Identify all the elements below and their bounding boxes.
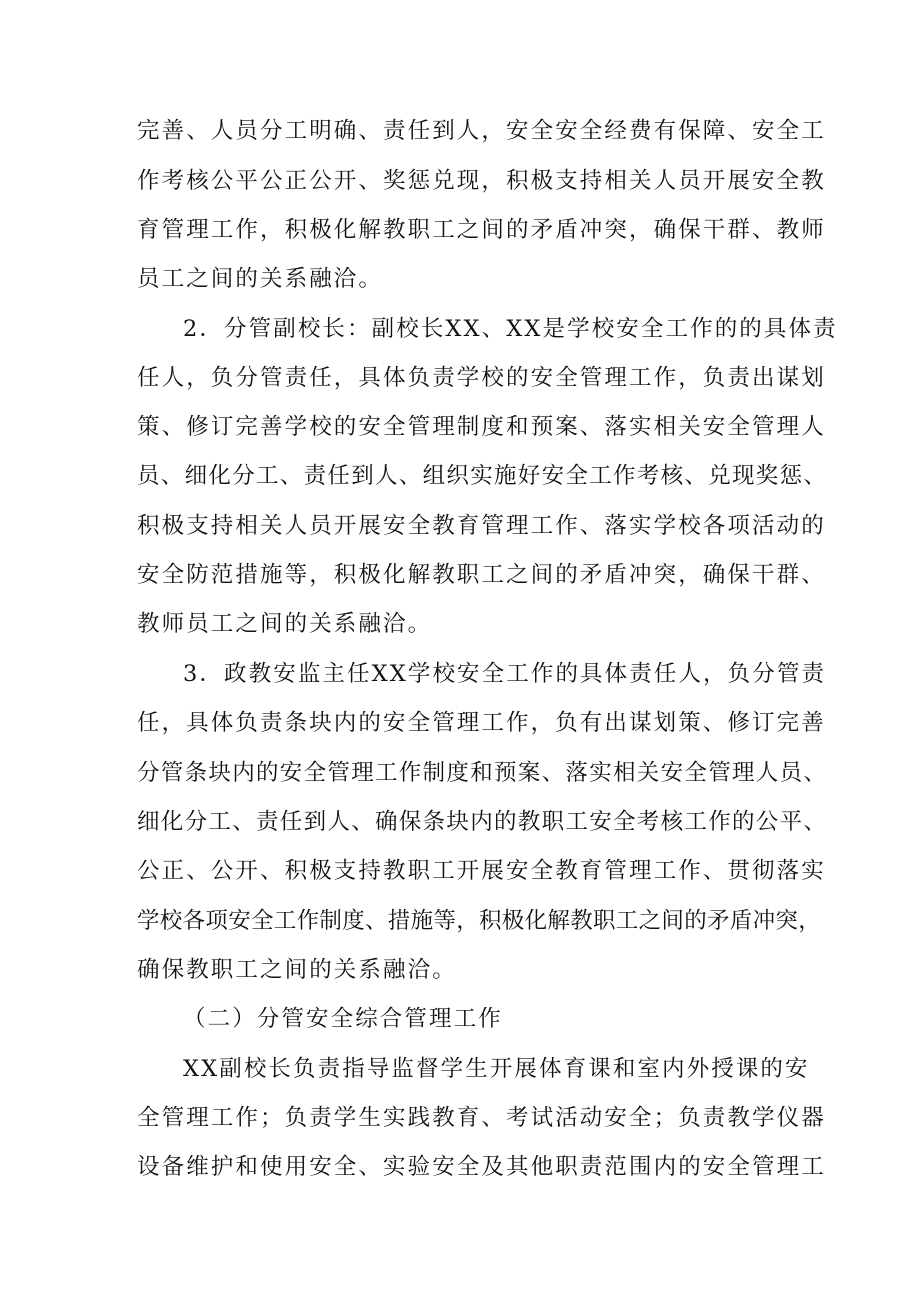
section-heading: （二）分管安全综合管理工作 [183, 1006, 503, 1032]
text-line: 员工之间的关系融洽。 [137, 266, 384, 292]
text-line: 教师员工之间的关系融洽。 [137, 611, 433, 637]
text-line: 学校各项安全工作制度、措施等，积极化解教职工之间的矛盾冲突， [137, 908, 822, 934]
text-line: 积极支持相关人员开展安全教育管理工作、落实学校各项活动的 [137, 513, 826, 539]
text-line: 确保教职工之间的关系融洽。 [137, 957, 457, 983]
text-line: 任，具体负责条块内的安全管理工作，负有出谋划策、修订完善 [137, 710, 826, 736]
text-line: 细化分工、责任到人、确保条块内的教职工安全考核工作的公平、 [137, 809, 828, 835]
text-line: 作考核公平公正公开、奖惩兑现，积极支持相关人员开展安全教 [137, 168, 826, 194]
text-line: 策、修订完善学校的安全管理制度和预案、落实相关安全管理人 [137, 414, 826, 440]
text-line: 员、细化分工、责任到人、组织实施好安全工作考核、兑现奖惩、 [137, 463, 828, 489]
text-line: 任人，负分管责任，具体负责学校的安全管理工作，负责出谋划 [137, 365, 826, 391]
text-line: 3．政教安监主任XX学校安全工作的具体责任人，负分管责 [183, 661, 827, 687]
text-line: 公正、公开、积极支持教职工开展安全教育管理工作、贯彻落实 [137, 858, 826, 884]
text-line: 2．分管副校长：副校长XX、XX是学校安全工作的的具体责 [183, 316, 838, 342]
text-line: 分管条块内的安全管理工作制度和预案、落实相关安全管理人员、 [137, 760, 828, 786]
text-line: 设备维护和使用安全、实验安全及其他职责范围内的安全管理工 [137, 1154, 826, 1180]
text-line: 完善、人员分工明确、责任到人，安全安全经费有保障、安全工 [137, 118, 826, 144]
text-line: 全管理工作；负责学生实践教育、考试活动安全；负责教学仪器 [137, 1105, 826, 1131]
text-line: 安全防范措施等，积极化解教职工之间的矛盾冲突，确保干群、 [137, 562, 826, 588]
text-line: 育管理工作，积极化解教职工之间的矛盾冲突，确保干群、教师 [137, 217, 826, 243]
text-line: XX副校长负责指导监督学生开展体育课和室内外授课的安 [183, 1056, 810, 1082]
